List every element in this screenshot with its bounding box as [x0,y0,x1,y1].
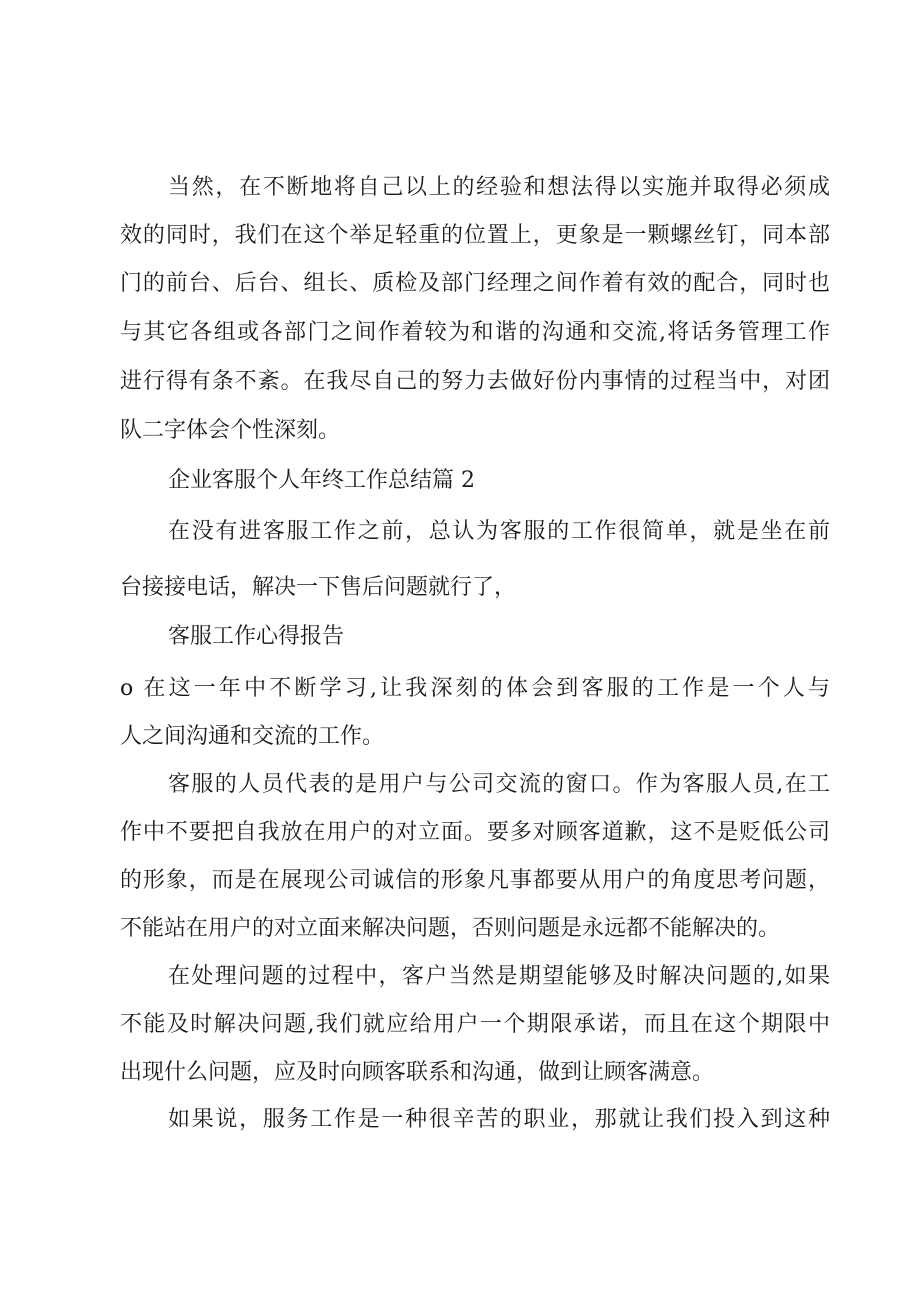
paragraph-4-line-2: 作中不要把自我放在用户的对立面。要多对顾客道歉，这不是贬低公司 [120,820,830,845]
paragraph-3-line-2: 人之间沟通和交流的工作。 [120,724,385,749]
paragraph-1-line-2: 效的同时，我们在这个举足轻重的位置上，更象是一颗螺丝钉，同本部 [120,223,830,248]
paragraph-1-line-6: 队二字体会个性深刻。 [120,418,341,443]
paragraph-1-line-5: 进行得有条不紊。在我尽自己的努力去做好份内事情的过程当中，对团 [120,369,830,394]
paragraph-6-line-1: 如果说，服务工作是一种很辛苦的职业，那就让我们投入到这种 [168,1107,830,1132]
paragraph-4-line-3: 的形象，而是在展现公司诚信的形象凡事都要从用户的角度思考问题， [120,868,830,893]
paragraph-1-line-1: 当然，在不断地将自己以上的经验和想法得以实施并取得必须成 [168,175,830,200]
subheading: 客服工作心得报告 [168,624,345,649]
paragraph-4-line-1: 客服的人员代表的是用户与公司交流的窗口。作为客服人员,在工 [168,772,830,797]
paragraph-3-line-1: o 在这一年中不断学习,让我深刻的体会到客服的工作是一个人与 [120,676,830,701]
section-heading: 企业客服个人年终工作总结篇 2 [168,468,475,493]
paragraph-5-line-3: 出现什么问题，应及时向顾客联系和沟通，做到让顾客满意。 [120,1060,715,1085]
paragraph-5-line-2: 不能及时解决问题,我们就应给用户一个期限承诺，而且在这个期限中 [120,1012,830,1037]
paragraph-4-line-4: 不能站在用户的对立面来解决问题，否则问题是永远都不能解决的。 [120,916,781,941]
paragraph-1-line-3: 门的前台、后台、组长、质检及部门经理之间作着有效的配合，同时也 [120,271,830,296]
paragraph-2-line-2: 台接接电话，解决一下售后问题就行了， [120,575,517,600]
paragraph-5-line-1: 在处理问题的过程中，客户当然是期望能够及时解决问题的,如果 [168,964,830,989]
paragraph-1-line-4: 与其它各组或各部门之间作着较为和谐的沟通和交流,将话务管理工作 [120,320,830,345]
paragraph-2-line-1: 在没有进客服工作之前，总认为客服的工作很简单，就是坐在前 [168,519,830,544]
